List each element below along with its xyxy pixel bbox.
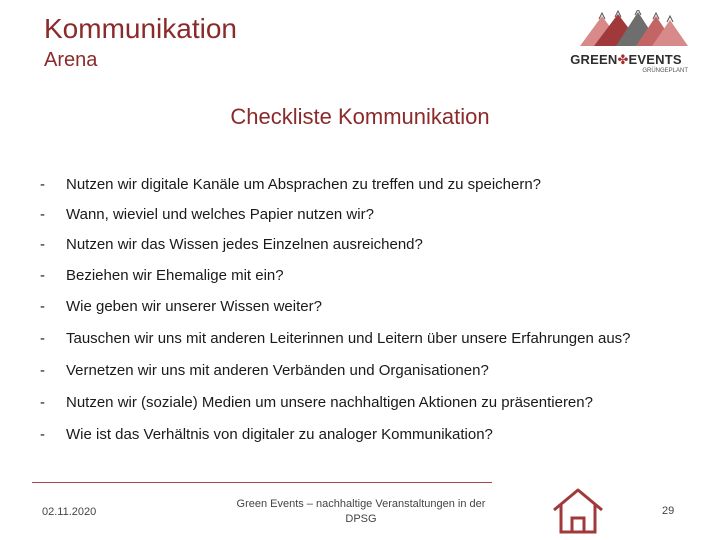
list-item-text: Nutzen wir (soziale) Medien um unsere nachhaltigen Aktionen zu präsentieren? <box>66 393 593 411</box>
page-title: Kommunikation <box>44 13 237 44</box>
checklist-heading: Checkliste Kommunikation <box>230 104 490 129</box>
mountains-logo-icon <box>580 10 690 50</box>
bullet-dash: - <box>40 235 45 253</box>
footer-caption-line1: Green Events – nachhaltige Veranstaltungen in der <box>236 498 486 510</box>
bullet-dash: - <box>40 175 45 193</box>
green-events-logo <box>558 10 690 80</box>
list-item <box>40 172 541 196</box>
bullet-dash: - <box>40 361 45 379</box>
footer-caption <box>230 497 492 527</box>
bullet-dash: - <box>40 425 45 443</box>
list-item <box>40 232 423 256</box>
bullet-dash: - <box>40 329 45 347</box>
list-item-text: Wie ist das Verhältnis von digitaler zu analoger Kommunikation? <box>66 425 493 443</box>
logo-text-events: EVENTS <box>628 52 682 67</box>
logo-text-green: GREEN <box>570 52 618 67</box>
lily-icon: ✤ <box>617 52 629 67</box>
list-item-text: Wie geben wir unserer Wissen weiter? <box>66 297 322 315</box>
list-item <box>40 422 493 446</box>
home-icon[interactable] <box>550 486 606 536</box>
list-item <box>40 326 631 350</box>
list-item-text: Wann, wieviel und welches Papier nutzen wir? <box>66 205 374 223</box>
logo-wordmark <box>562 52 690 68</box>
bullet-dash: - <box>40 297 45 315</box>
footer-caption-line2: DPSG <box>345 513 377 525</box>
list-item <box>40 263 284 287</box>
list-item <box>40 294 322 318</box>
page-subtitle: Arena <box>44 49 98 71</box>
footer-divider <box>32 482 492 483</box>
list-item <box>40 390 593 414</box>
bullet-dash: - <box>40 393 45 411</box>
logo-subtext: GRÜNGEPLANT <box>642 68 688 74</box>
list-item-text: Nutzen wir das Wissen jedes Einzelnen ausreichend? <box>66 235 423 253</box>
list-item <box>40 202 374 226</box>
list-item-text: Beziehen wir Ehemalige mit ein? <box>66 266 284 284</box>
list-item <box>40 358 489 382</box>
bullet-dash: - <box>40 205 45 223</box>
footer-date: 02.11.2020 <box>42 506 97 518</box>
page-number: 29 <box>662 505 675 517</box>
list-item-text: Tauschen wir uns mit anderen Leiterinnen und Leitern über unsere Erfahrungen aus? <box>66 329 631 347</box>
bullet-dash: - <box>40 266 45 284</box>
list-item-text: Nutzen wir digitale Kanäle um Absprachen zu treffen und zu speichern? <box>66 175 542 193</box>
list-item-text: Vernetzen wir uns mit anderen Verbänden und Organisationen? <box>66 361 489 379</box>
